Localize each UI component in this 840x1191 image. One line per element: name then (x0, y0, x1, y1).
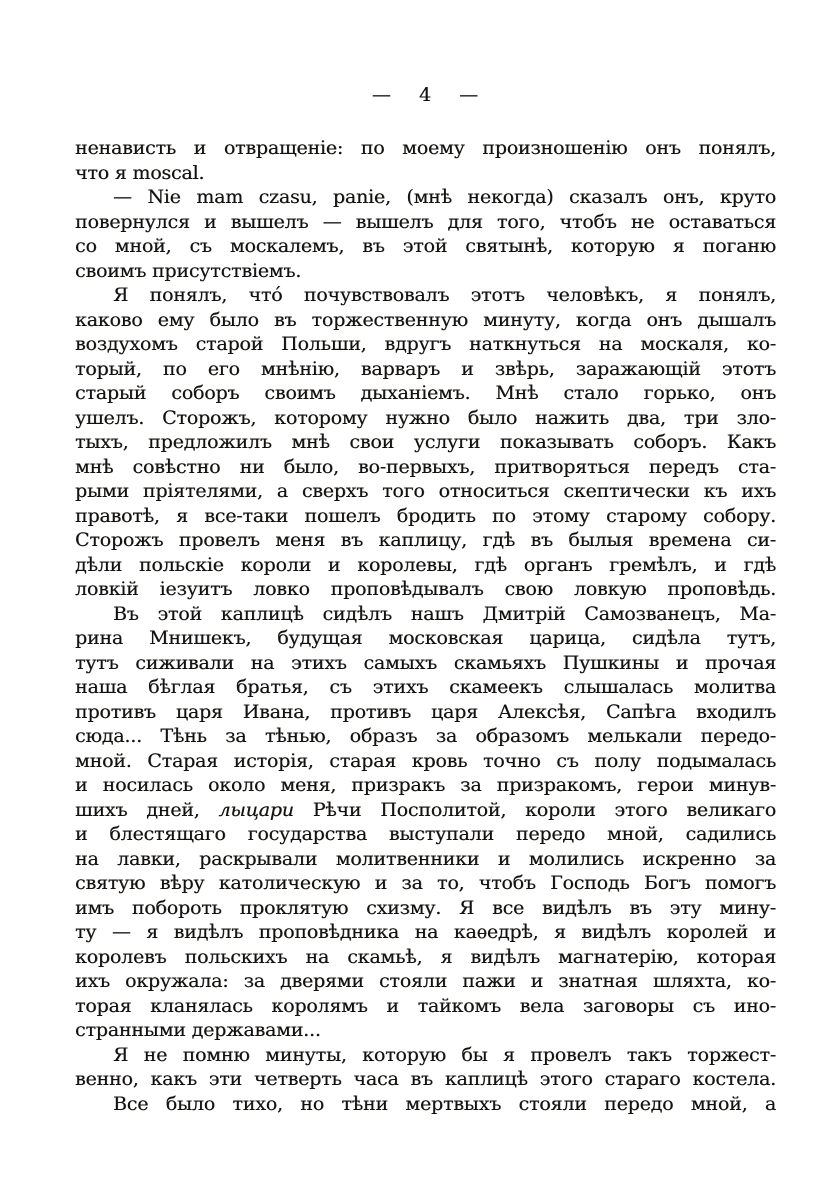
page-number: — 4 — (371, 84, 480, 106)
text-line: ихъ окружала: за дверями стояли пажи и знатная шляхта, ко- (75, 970, 776, 992)
paragraph (75, 136, 776, 185)
paragraph (75, 283, 776, 602)
text-line: святую вѣру католическую и за то, чтобъ Господь Богъ помогъ (75, 872, 776, 894)
text-line: на лавки, раскрывали молитвенники и молились искренно за (75, 847, 776, 870)
text-line: Въ этой каплицѣ сидѣлъ нашъ Дмитрій Самозванецъ, Ма- (113, 602, 776, 625)
text-block (75, 136, 776, 1116)
text-line: воздухомъ старой Польши, вдругъ наткнуться на москаля, ко- (75, 333, 776, 355)
text-line: своимъ присутствіемъ. (75, 259, 302, 282)
paragraph (75, 1043, 776, 1092)
paragraph (75, 602, 776, 1043)
text-line: странными державами... (75, 1019, 321, 1041)
text-segment: шихъ дней, (75, 798, 219, 821)
text-line: ушелъ. Сторожъ, которому нужно было нажить два, три зло- (75, 406, 776, 429)
text-line: Все было тихо, но тѣни мертвыхъ стояли передо мной, а (113, 1092, 776, 1115)
text-line: противъ царя Ивана, противъ царя Алексѣя, Сапѣга входилъ (75, 700, 776, 723)
text-line: имъ побороть проклятую схизму. Я все видѣлъ въ эту мину- (75, 896, 776, 919)
text-line: что я moscal. (75, 161, 205, 184)
text-line: наша бѣглая братья, съ этихъ скамеекъ слышалась молитва (75, 676, 776, 698)
text-line: каково ему было въ торжественную минуту, когда онъ дышалъ (75, 308, 776, 331)
text-line: Я понялъ, что́ почувствовалъ этотъ человѣкъ, я понялъ, (113, 284, 776, 306)
text-line: тыхъ, предложилъ мнѣ свои услуги показывать соборъ. Какъ (75, 431, 776, 453)
text-line: Я не помню минуты, которую бы я провелъ такъ торжест- (113, 1043, 776, 1066)
text-line: ту — я видѣлъ проповѣдника на каѳедрѣ, я видѣлъ королей и (75, 921, 776, 943)
text-line: королевъ польскихъ на скамьѣ, я видѣлъ магнатерію, которая (75, 945, 776, 968)
text-line (75, 798, 776, 823)
text-line: венно, какъ эти четверть часа въ каплицѣ этого стараго костела. (75, 1068, 776, 1090)
text-line: тутъ сиживали на этихъ самыхъ скамьяхъ Пушкины и прочая (75, 651, 776, 674)
text-line: ненависть и отвращеніе: по моему произношенію онъ понялъ, (75, 137, 776, 159)
text-line: и блестящаго государства выступали передо мной, садились (75, 823, 776, 845)
text-line: Сторожъ провелъ меня въ каплицу, гдѣ въ былыя времена си- (75, 529, 776, 551)
text-line: правотѣ, я все-таки пошелъ бродить по этому старому собору. (75, 504, 776, 527)
text-line: сюда... Тѣнь за тѣнью, образъ за образомъ мелькали передо- (75, 725, 776, 747)
text-line: — Nie mam czasu, panie, (мнѣ некогда) сказалъ онъ, круто (113, 186, 776, 208)
text-line: старый соборъ своимъ дыханіемъ. Мнѣ стало горько, онъ (75, 382, 776, 404)
paragraph (75, 185, 776, 283)
text-line: дѣли польскіе короли и королевы, гдѣ органъ гремѣлъ, и гдѣ (75, 553, 776, 576)
text-line: рыми пріятелями, а сверхъ того относиться скептически къ ихъ (75, 480, 776, 502)
text-line: мной. Старая исторія, старая кровь точно съ полу подымалась (75, 749, 776, 772)
paragraph (75, 1092, 776, 1117)
text-line: мнѣ совѣстно ни было, во-первыхъ, притворяться передъ ста- (75, 455, 776, 478)
text-line: повернулся и вышелъ — вышелъ для того, чтобъ не оставаться (75, 210, 776, 233)
text-line: со мной, съ москалемъ, въ этой святынѣ, которую я поганю (75, 235, 776, 257)
text-line: рина Мнишекъ, будущая московская царица, сидѣла тутъ, (75, 627, 776, 649)
text-line: торый, по его мнѣнію, варваръ и звѣрь, заражающій этотъ (75, 357, 776, 380)
italic-word: лыцари (218, 798, 294, 821)
text-segment: Рѣчи Посполитой, короли этого великаго (293, 798, 776, 821)
text-line: и носилась около меня, призракъ за призракомъ, герои минув- (75, 774, 776, 796)
text-line: ловкій іезуитъ ловко проповѣдывалъ свою ловкую проповѣдь. (75, 578, 776, 600)
text-line: торая кланялась королямъ и тайкомъ вела заговоры съ ино- (75, 994, 776, 1017)
